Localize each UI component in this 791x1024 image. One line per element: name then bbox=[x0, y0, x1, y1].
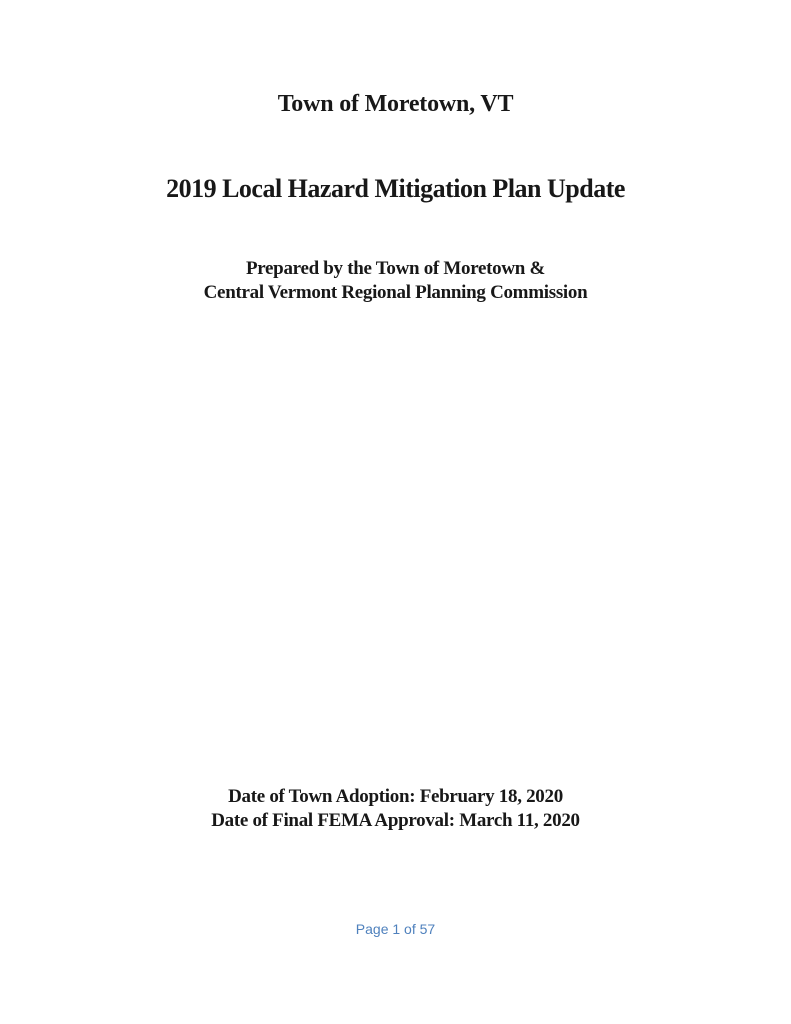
prepared-by-line-1: Prepared by the Town of Moretown & bbox=[245, 258, 546, 279]
town-adoption-date-line: Date of Town Adoption: February 18, 2020 bbox=[228, 786, 563, 807]
page-title: Town of Moretown, VT bbox=[277, 91, 514, 117]
prepared-by-line-2: Central Vermont Regional Planning Commission bbox=[203, 282, 588, 303]
document-subtitle: 2019 Local Hazard Mitigation Plan Update bbox=[166, 174, 625, 203]
fema-approval-date-line: Date of Final FEMA Approval: March 11, 2020 bbox=[211, 810, 580, 831]
dates-block bbox=[0, 785, 791, 833]
page-number-footer: Page 1 of 57 bbox=[355, 921, 436, 937]
prepared-by-block bbox=[0, 257, 791, 305]
